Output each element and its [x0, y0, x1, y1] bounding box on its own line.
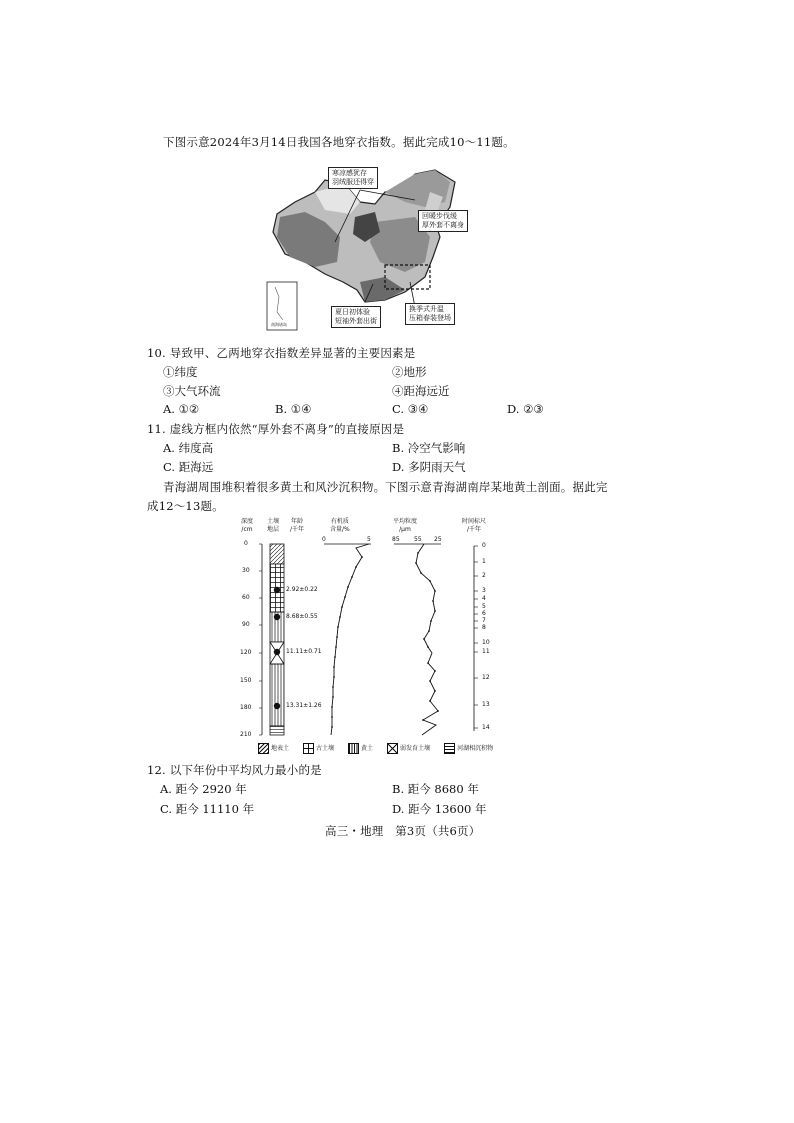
time-tick: 11 [482, 648, 490, 655]
header-age: 年龄 /千年 [290, 518, 305, 533]
q12-option-c[interactable]: C. 距今 11110 年 [160, 802, 255, 816]
grain-tick-25: 25 [434, 536, 442, 543]
q10-item-1: ①纬度 [163, 365, 198, 379]
depth-tick: 90 [242, 621, 250, 628]
age-label: 8.68±0.55 [286, 613, 318, 620]
depth-tick: 180 [240, 704, 252, 711]
q11-stem: 11. 虚线方框内依然“厚外套不离身”的直接原因是 [147, 422, 405, 436]
header-time: 时间标尺 /千年 [462, 518, 487, 533]
legend-topsoil: 地表土 [258, 743, 289, 754]
organic-tick-0: 0 [322, 536, 326, 543]
depth-tick: 150 [240, 677, 252, 684]
q12-stem: 12. 以下年份中平均风力最小的是 [147, 763, 322, 777]
q10-item-4: ④距海远近 [392, 384, 450, 398]
time-tick: 6 [482, 610, 486, 617]
page-footer: 高三・地理 第3页（共6页） [325, 824, 481, 838]
inset-label: 南海诸岛 [271, 322, 287, 327]
q10-option-b[interactable]: B. ①④ [275, 402, 312, 416]
depth-tick: 30 [242, 567, 250, 574]
depth-tick: 0 [244, 540, 248, 547]
age-label: 11.11±0.71 [286, 648, 322, 655]
time-tick: 5 [482, 603, 486, 610]
q10-option-d[interactable]: D. ②③ [507, 402, 544, 416]
q12-option-b[interactable]: B. 距今 8680 年 [392, 782, 479, 796]
legend-lacustrine: 河湖相沉积物 [444, 743, 493, 754]
header-soil: 土壤 地层 [267, 518, 280, 533]
time-tick: 12 [482, 674, 490, 681]
q11-option-d[interactable]: D. 多阴雨天气 [392, 460, 466, 474]
q10-item-3: ③大气环流 [163, 384, 221, 398]
q10-item-2: ②地形 [392, 365, 427, 379]
callout-cold: 寒凉感犹存 羽绒服还得穿 [328, 167, 378, 189]
time-tick: 13 [482, 701, 490, 708]
callout-summer: 夏日初体验 短袖外套出街 [331, 306, 381, 328]
profile-legend [258, 743, 493, 754]
legend-loess: 黄土 [348, 743, 373, 754]
intro-text-2-line2: 成12～13题。 [147, 499, 224, 513]
time-tick: 1 [482, 558, 486, 565]
time-tick: 0 [482, 542, 486, 549]
depth-tick: 210 [240, 731, 252, 738]
q11-option-b[interactable]: B. 冷空气影响 [392, 441, 466, 455]
callout-season-change: 换季式升温 压箱春装登场 [405, 303, 455, 325]
china-clothing-index-map [265, 162, 475, 332]
q12-option-d[interactable]: D. 距今 13600 年 [392, 802, 487, 816]
q10-option-a[interactable]: A. ①② [163, 402, 200, 416]
header-organic: 有机质 含量/% [330, 518, 350, 533]
time-tick: 10 [482, 639, 490, 646]
depth-tick: 60 [242, 594, 250, 601]
age-label: 13.31±1.26 [286, 702, 322, 709]
time-tick: 14 [482, 724, 490, 731]
organic-tick-5: 5 [367, 536, 371, 543]
intro-text-1: 下图示意2024年3月14日我国各地穿衣指数。据此完成10～11题。 [163, 135, 515, 149]
time-tick: 8 [482, 624, 486, 631]
profile-graphic [238, 515, 538, 760]
legend-weak-soil: 弱发育土壤 [387, 743, 430, 754]
q12-option-a[interactable]: A. 距今 2920 年 [160, 782, 247, 796]
time-tick: 2 [482, 572, 486, 579]
q10-stem: 10. 导致甲、乙两地穿衣指数差异显著的主要因素是 [147, 346, 416, 360]
callout-warming-slow: 回暖步伐缓 厚外套不离身 [418, 210, 468, 232]
q11-option-a[interactable]: A. 纬度高 [163, 441, 214, 455]
q10-option-c[interactable]: C. ③④ [392, 402, 429, 416]
depth-tick: 120 [240, 649, 252, 656]
time-tick: 4 [482, 595, 486, 602]
legend-paleosol: 古土壤 [303, 743, 334, 754]
header-depth: 深度 /cm [241, 518, 254, 533]
age-label: 2.92±0.22 [286, 586, 318, 593]
q11-option-c[interactable]: C. 距海远 [163, 460, 214, 474]
grain-tick-85: 85 [392, 536, 400, 543]
intro-text-2-line1: 青海湖周围堆积着很多黄土和风沙沉积物。下图示意青海湖南岸某地黄土剖面。据此完 [163, 480, 608, 494]
grain-tick-55: 55 [414, 536, 422, 543]
header-grain: 平均粒度 /μm [393, 518, 418, 533]
time-tick: 7 [482, 617, 486, 624]
time-tick: 3 [482, 587, 486, 594]
loess-profile-figure [238, 515, 538, 760]
